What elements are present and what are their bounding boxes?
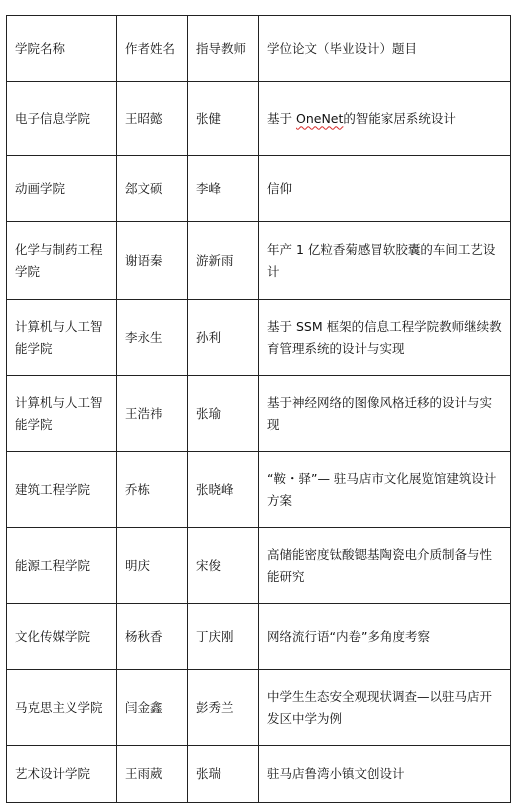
table-row <box>7 452 511 528</box>
college-cell: 能源工程学院 <box>7 528 117 604</box>
title-cell: 网络流行语“内卷”多角度考察 <box>259 604 511 670</box>
college-cell: 计算机与人工智能学院 <box>7 300 117 376</box>
table-row <box>7 670 511 746</box>
title-cell <box>259 82 511 156</box>
header-title: 学位论文（毕业设计）题目 <box>259 16 511 82</box>
author-cell: 王昭懿 <box>117 82 188 156</box>
author-cell: 杨秋香 <box>117 604 188 670</box>
advisor-cell: 张瑜 <box>188 376 259 452</box>
title-cell: “鞍・驿”— 驻马店市文化展览馆建筑设计方案 <box>259 452 511 528</box>
title-cell: 信仰 <box>259 156 511 222</box>
college-cell: 马克思主义学院 <box>7 670 117 746</box>
advisor-cell: 李峰 <box>188 156 259 222</box>
table-row <box>7 376 511 452</box>
table-row <box>7 222 511 300</box>
advisor-cell: 张晓峰 <box>188 452 259 528</box>
author-cell: 闫金鑫 <box>117 670 188 746</box>
title-suffix: 的智能家居系统设计 <box>343 110 456 126</box>
advisor-cell: 宋俊 <box>188 528 259 604</box>
title-cell: 基于神经网络的图像风格迁移的设计与实现 <box>259 376 511 452</box>
author-cell: 李永生 <box>117 300 188 376</box>
title-cell: 中学生生态安全观现状调查—以驻马店开发区中学为例 <box>259 670 511 746</box>
advisor-cell: 张健 <box>188 82 259 156</box>
author-cell: 王浩祎 <box>117 376 188 452</box>
title-cell: 年产 1 亿粒香菊感冒软胶囊的车间工艺设计 <box>259 222 511 300</box>
advisor-cell: 张瑞 <box>188 746 259 803</box>
table-header-row <box>7 16 511 82</box>
document-page <box>6 15 510 781</box>
title-cell: 高储能密度钛酸锶基陶瓷电介质制备与性能研究 <box>259 528 511 604</box>
table-row <box>7 528 511 604</box>
title-cell: 驻马店鲁湾小镇文创设计 <box>259 746 511 803</box>
college-cell: 建筑工程学院 <box>7 452 117 528</box>
advisor-cell: 游新雨 <box>188 222 259 300</box>
author-cell: 王雨葳 <box>117 746 188 803</box>
thesis-list-table <box>6 15 511 803</box>
author-cell: 明庆 <box>117 528 188 604</box>
college-cell: 电子信息学院 <box>7 82 117 156</box>
advisor-cell: 孙利 <box>188 300 259 376</box>
header-college: 学院名称 <box>7 16 117 82</box>
college-cell: 动画学院 <box>7 156 117 222</box>
college-cell: 化学与制药工程学院 <box>7 222 117 300</box>
college-cell: 计算机与人工智能学院 <box>7 376 117 452</box>
table-row <box>7 300 511 376</box>
table-row <box>7 746 511 803</box>
college-cell: 文化传媒学院 <box>7 604 117 670</box>
title-prefix: 基于 <box>267 110 293 126</box>
title-cell: 基于 SSM 框架的信息工程学院教师继续教育管理系统的设计与实现 <box>259 300 511 376</box>
table-row <box>7 82 511 156</box>
spellcheck-flagged-word: OneNet <box>296 110 344 126</box>
author-cell: 郐文硕 <box>117 156 188 222</box>
table-row <box>7 156 511 222</box>
header-advisor: 指导教师 <box>188 16 259 82</box>
college-cell: 艺术设计学院 <box>7 746 117 803</box>
header-author: 作者姓名 <box>117 16 188 82</box>
advisor-cell: 彭秀兰 <box>188 670 259 746</box>
author-cell: 乔栋 <box>117 452 188 528</box>
advisor-cell: 丁庆刚 <box>188 604 259 670</box>
table-row <box>7 604 511 670</box>
author-cell: 谢语秦 <box>117 222 188 300</box>
